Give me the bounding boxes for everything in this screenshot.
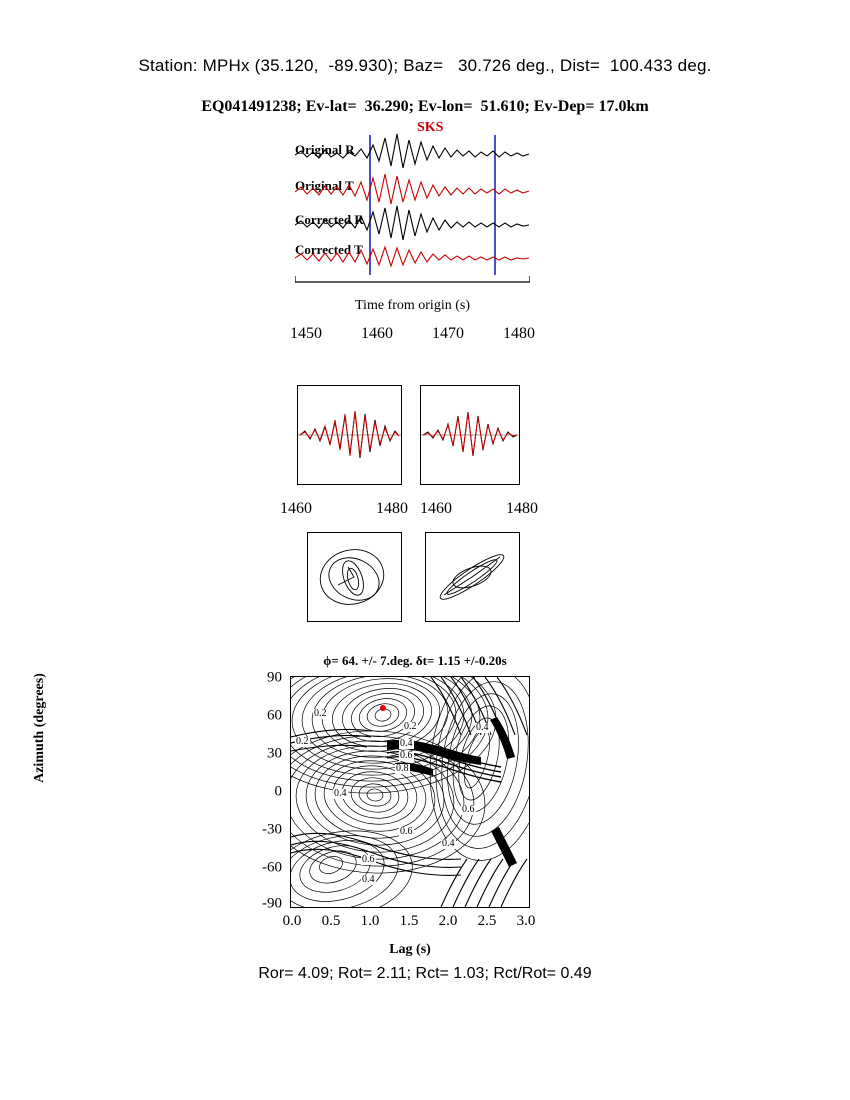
small-tick-right-1460: 1460	[420, 500, 452, 517]
time-tick-1450: 1450	[290, 325, 322, 342]
contour-label-11: 0.6	[362, 854, 375, 865]
particle-motion-box-corrected	[425, 532, 520, 622]
station-header-line: Station: MPHx (35.120, -89.930); Baz= 30.726 deg., Dist= 100.433 deg.	[138, 56, 712, 75]
best-solution-marker	[380, 705, 386, 711]
y-tick-90: 90	[267, 669, 282, 686]
error-surface-contour-plot	[290, 676, 530, 908]
particle-motion-corrected	[426, 533, 519, 621]
trace-label-corrected-r: Corrected R	[295, 212, 364, 227]
trace-label-corrected-t: Corrected T	[295, 242, 363, 257]
y-tick-30: 30	[267, 745, 282, 762]
contour-label-10: 0.4	[442, 838, 455, 849]
small-tick-right-1480: 1480	[506, 500, 538, 517]
y-axis-ticks	[238, 669, 286, 912]
windowed-waveform-box-left	[297, 385, 402, 485]
x-axis-ticks	[282, 913, 536, 935]
contour-label-8: 0.6	[400, 826, 413, 837]
x-tick-25: 2.5	[477, 913, 497, 929]
time-tick-1480: 1480	[503, 325, 535, 342]
particle-motion-uncorrected	[308, 533, 401, 621]
y-axis-title: Azimuth (degrees)	[32, 673, 47, 783]
x-axis-title: Lag (s)	[389, 942, 431, 957]
particle-motion-box-uncorrected	[307, 532, 402, 622]
y-tick-m60: -60	[262, 859, 282, 876]
x-tick-30: 3.0	[516, 913, 536, 929]
time-tick-1470: 1470	[432, 325, 464, 342]
windowed-waveform-right	[421, 386, 519, 484]
x-tick-05: 0.5	[321, 913, 341, 929]
y-tick-0: 0	[274, 783, 282, 800]
x-tick-15: 1.5	[399, 913, 419, 929]
y-tick-m30: -30	[262, 821, 282, 838]
event-header-line: EQ041491238; Ev-lat= 36.290; Ev-lon= 51.610; Ev-Dep= 17.0km	[201, 98, 649, 115]
waveform-panel	[290, 120, 535, 342]
small-tick-left-1480: 1480	[376, 500, 408, 517]
contour-label-2: 0.6	[400, 750, 413, 761]
y-tick-60: 60	[267, 707, 282, 724]
contour-label-4: 0.4	[476, 722, 489, 733]
time-axis-ticks	[290, 325, 535, 343]
solution-title: ϕ= 64. +/- 7.deg. δt= 1.15 +/-0.20s	[323, 653, 507, 668]
contour-label-3: 0.8	[396, 763, 409, 774]
waveform-traces	[295, 130, 530, 305]
y-tick-m90: -90	[262, 895, 282, 912]
contour-label-5: 0.2	[314, 708, 327, 719]
windowed-waveform-left	[298, 386, 401, 484]
contour-label-7: 0.4	[334, 788, 347, 799]
contour-label-9: 0.6	[462, 804, 475, 815]
contour-label-12: 0.4	[362, 874, 375, 885]
small-tick-left-1460: 1460	[280, 500, 312, 517]
contour-label-6: 0.2	[296, 736, 309, 747]
contour-label-1: 0.4	[400, 738, 413, 749]
contour-label-0: 0.2	[404, 721, 417, 732]
time-axis-label: Time from origin (s)	[355, 298, 470, 313]
windowed-waveform-box-right	[420, 385, 520, 485]
x-tick-10: 1.0	[360, 913, 380, 929]
trace-label-original-t: Original T	[295, 178, 354, 193]
x-tick-00: 0.0	[282, 913, 302, 929]
x-tick-20: 2.0	[438, 913, 458, 929]
quality-metrics-footer: Ror= 4.09; Rot= 2.11; Rct= 1.03; Rct/Rot= 0.49	[258, 965, 592, 982]
sks-phase-label: SKS	[417, 120, 444, 135]
time-tick-1460: 1460	[361, 325, 393, 342]
trace-label-original-r: Original R	[295, 142, 355, 157]
